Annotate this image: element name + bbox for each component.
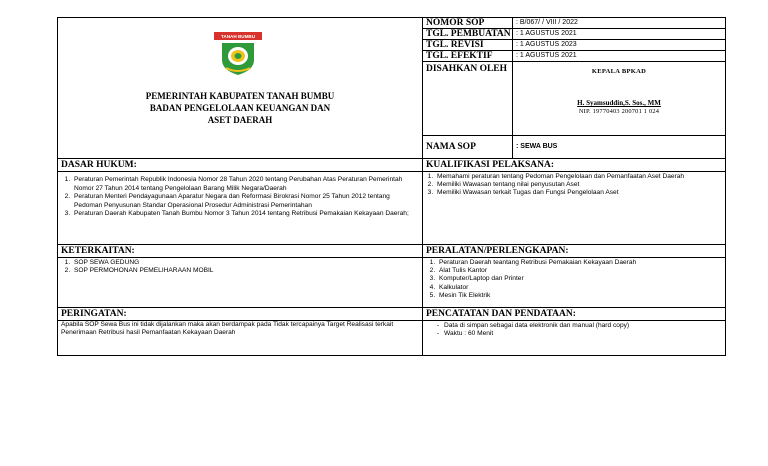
regency-logo: [208, 30, 268, 76]
list-item: 4. Kalkulator: [437, 284, 722, 292]
list-item: - Waktu : 60 Menit: [444, 330, 722, 338]
kualifikasi-title: KUALIFIKASI PELAKSANA:: [423, 159, 725, 172]
tgl-revisi-value: : 1 AGUSTUS 2023: [513, 40, 726, 51]
signer-title: KEPALA BPKAD: [591, 68, 647, 76]
nomor-sop-label: NOMOR SOP: [423, 18, 513, 29]
tgl-pembuatan-value: : 1 AGUSTUS 2021: [513, 29, 726, 40]
peringatan-cell: [58, 308, 423, 356]
pencatatan-title: PENCATATAN DAN PENDATAAN:: [423, 308, 725, 321]
keterkaitan-list: [61, 259, 419, 275]
pencatatan-cell: [423, 308, 726, 356]
organization-line2: BADAN PENGELOLAAN KEUANGAN DAN: [149, 103, 331, 113]
peralatan-cell: [423, 245, 726, 308]
organization-line1: PEMERINTAH KABUPATEN TANAH BUMBU: [145, 91, 335, 101]
list-item: 1. Peraturan Daerah teantang Retribusi Pemakaian Kekayaan Daerah: [437, 259, 722, 267]
tgl-pembuatan-label: TGL. PEMBUATAN: [423, 29, 513, 40]
disahkan-oleh-label: DISAHKAN OLEH: [423, 62, 513, 136]
peringatan-text: Apabila SOP Sewa Bus ini tidak dijalankan maka akan berdampak pada Tidak tercapainya Target Realisasi terkait Penerimaan Retribusi hasil Pemanfaatan Kekayaan Daerah: [61, 321, 394, 337]
organization-name: [58, 90, 422, 126]
organization-header-cell: [58, 18, 423, 159]
peralatan-list: [426, 259, 722, 300]
approval-cell: [513, 62, 726, 136]
list-item: 3. Peraturan Daerah Kabupaten Tanah Bumbu Nomor 3 Tahun 2014 tentang Retribusi Pemakaian Kekayaan Daerah;: [72, 210, 419, 219]
list-item: 2. Peraturan Menteri Pendayagunaan Aparatur Negara dan Reformasi Birokrasi Nomor 25 Tahun 2012 tentang Pedoman Penyusunan Standar Operasional Prosedur Administrasi Pemerintahan: [72, 193, 419, 210]
peringatan-title: PERINGATAN:: [58, 308, 422, 321]
logo-banner-text: TANAH BUMBU: [220, 34, 256, 40]
tgl-efektif-value: : 1 AGUSTUS 2021: [513, 51, 726, 62]
signer-name: H. Syamsuddin,S. Sos., MM: [577, 99, 661, 108]
list-item: 1. SOP SEWA GEDUNG: [72, 259, 419, 267]
dasar-hukum-title: DASAR HUKUM:: [58, 159, 422, 172]
sop-table: [57, 17, 726, 356]
list-item: 1. Memahami peraturan tentang Pedoman Pengelolaan dan Pemanfaatan Aset Daerah: [435, 173, 722, 181]
peralatan-title: PERALATAN/PERLENGKAPAN:: [423, 245, 725, 258]
kualifikasi-list: [426, 173, 722, 198]
list-item: 2. SOP PERMOHONAN PEMELIHARAAN MOBIL: [72, 267, 419, 275]
pencatatan-list: [426, 322, 722, 338]
list-item: 3. Komputer/Laptop dan Printer: [437, 275, 722, 283]
tgl-revisi-label: TGL. REVISI: [423, 40, 513, 51]
dasar-hukum-list: [61, 176, 419, 219]
dasar-hukum-cell: [58, 159, 423, 245]
tgl-efektif-label: TGL. EFEKTIF: [423, 51, 513, 62]
signer-nip: NIP. 19770403 200701 1 024: [578, 108, 660, 116]
keterkaitan-title: KETERKAITAN:: [58, 245, 422, 258]
kualifikasi-cell: [423, 159, 726, 245]
list-item: - Data di simpan sebagai data elektronik dan manual (hard copy): [444, 322, 722, 330]
keterkaitan-cell: [58, 245, 423, 308]
list-item: 5. Mesin Tik Elektrik: [437, 292, 722, 300]
nama-sop-value: : SEWA BUS: [513, 135, 726, 158]
list-item: 3. Memiliki Wawasan terkait Tugas dan Fungsi Pengelolaan Aset: [435, 189, 722, 197]
nama-sop-label: NAMA SOP: [423, 135, 513, 158]
organization-line3: ASET DAERAH: [207, 115, 273, 125]
list-item: 2. Alat Tulis Kantor: [437, 267, 722, 275]
nomor-sop-value: : B/067/ / VIII / 2022: [513, 18, 726, 29]
list-item: 1. Peraturan Pemerintah Republik Indonesia Nomor 28 Tahun 2020 tentang Perubahan Atas Peraturan Pemerintah Nomor 27 Tahun 2014 tentang Pengelolaan Barang Milik Negara/Daerah: [72, 176, 419, 193]
list-item: 2. Memiliki Wawasan tentang nilai penyusutan Aset: [435, 181, 722, 189]
